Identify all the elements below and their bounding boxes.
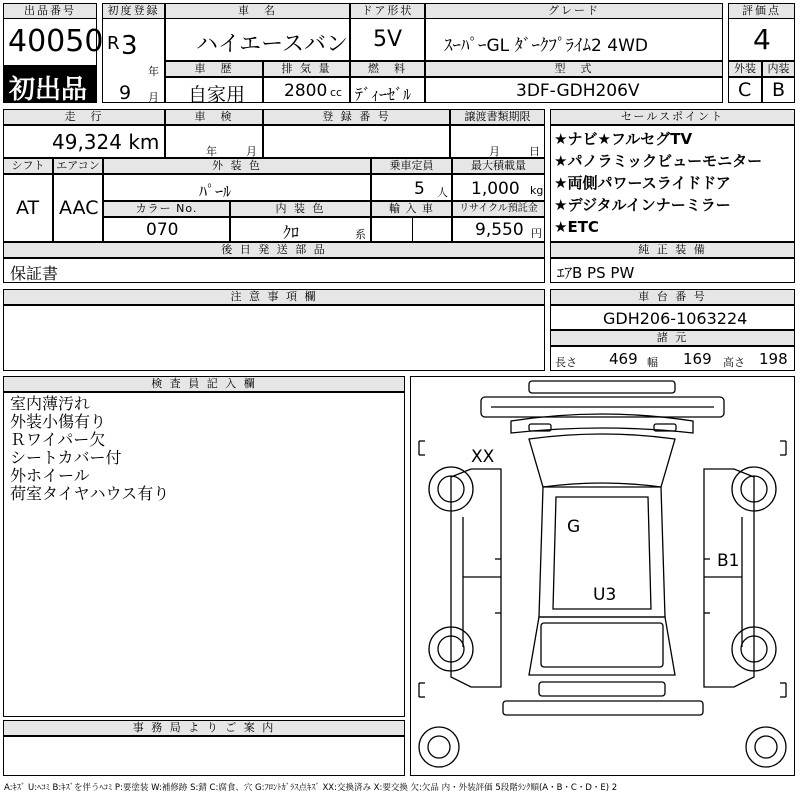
sales-point: ★デジタルインナーミラー [554, 196, 731, 214]
mileage-box [3, 125, 165, 158]
model-box [425, 77, 723, 103]
mileage-label: 走 行 [3, 109, 165, 125]
import-label: 輸 入 車 [371, 201, 452, 217]
car-outline-svg [411, 377, 794, 775]
history: 自家用 [188, 84, 246, 106]
displacement-label: 排 気 量 [263, 61, 350, 77]
recycle-fee: 9,550 [475, 220, 524, 240]
shift-label: シフト [3, 158, 53, 174]
color-number-box [103, 217, 230, 242]
max-load-label: 最大積載量 [452, 158, 545, 174]
dimensions-box [550, 346, 795, 371]
transfer-deadline-label: 譲渡書類期限 [450, 109, 545, 125]
model-code: 3DF-GDH206V [516, 81, 640, 101]
inspection-year-unit: 年 [206, 145, 217, 158]
lot-number-box [3, 18, 104, 66]
ac-box [53, 174, 103, 242]
office-box [3, 736, 405, 776]
inspector-note: 外装小傷有り [10, 412, 107, 431]
sales-point: ★ETC [554, 218, 599, 236]
sales-point: ★ナビ★フルセグTV [554, 130, 693, 148]
exterior-grade: C [738, 79, 752, 101]
inspector-note: シートカバー付 [10, 448, 122, 467]
registration-label: 初度登録 [102, 3, 165, 19]
first-listing-text: 初出品 [9, 75, 88, 105]
transfer-day-unit: 日 [529, 145, 540, 158]
car-name: ハイエースバン [196, 32, 349, 57]
sales-point: ★両側パワースライドドア [554, 174, 731, 192]
damage-mark-xx: XX [471, 447, 495, 467]
registration-number-label: 登 録 番 号 [263, 109, 450, 125]
equipment-label: 純 正 装 備 [550, 242, 795, 258]
fuel: ﾃﾞｨｰｾﾞﾙ [355, 85, 412, 104]
first-listing-badge [3, 66, 97, 103]
max-load-box [452, 174, 545, 201]
inspector-label: 検 査 員 記 入 欄 [3, 376, 405, 392]
exterior-label: 外装 [728, 61, 762, 77]
interior-color-box [230, 217, 371, 242]
ac: AAC [59, 197, 99, 219]
sales-points-box [550, 125, 795, 242]
mileage: 49,324 km [52, 130, 160, 154]
door-type: 5V [373, 27, 403, 52]
chassis-box [550, 305, 795, 330]
era: R [107, 33, 120, 54]
color-number-label: カラー No. [103, 201, 230, 217]
equipment-box [550, 258, 795, 283]
recycle-unit: 円 [531, 227, 542, 240]
displacement-unit: cc [330, 86, 343, 99]
dimensions-label: 諸 元 [550, 330, 795, 346]
grade: ｽｰﾊﾟｰGL ﾀﾞｰｸﾌﾟﾗｲﾑ2 4WD [444, 36, 648, 56]
car-name-box [165, 18, 350, 61]
damage-mark-g: G [567, 517, 581, 537]
import-divider [412, 218, 413, 241]
inspector-note: 外ホイール [10, 466, 90, 485]
office-label: 事 務 局 よ り ご 案 内 [3, 720, 405, 736]
height: 198 [759, 350, 788, 368]
inspector-note: 室内薄汚れ [10, 394, 91, 413]
score-label: 評価点 [728, 3, 795, 19]
interior-grade: B [772, 79, 786, 101]
lot-number: 40050 [8, 24, 104, 59]
registration-box [102, 18, 165, 103]
shift: AT [16, 197, 40, 219]
width: 169 [683, 350, 712, 368]
month-unit: 月 [148, 91, 159, 104]
chassis-number: GDH206-1063224 [603, 309, 748, 328]
interior-color-unit: 系 [355, 228, 366, 241]
exterior-color: ﾊﾟｰﾙ [199, 182, 232, 201]
displacement-box [263, 77, 350, 103]
max-load: 1,000 [471, 179, 520, 199]
exterior-grade-box [728, 77, 762, 103]
sales-point: ★パノラミックビューモニター [554, 152, 763, 170]
interior-label: 内装 [762, 61, 795, 77]
capacity-box [371, 174, 452, 201]
score: 4 [753, 23, 771, 56]
max-load-unit: kg [530, 184, 544, 197]
model-label: 型 式 [425, 61, 723, 77]
damage-mark-u3: U3 [593, 585, 617, 605]
exterior-color-box [103, 174, 371, 201]
capacity-unit: 人 [437, 186, 448, 199]
recycle-box [452, 217, 545, 242]
exterior-color-label: 外 装 色 [103, 158, 371, 174]
year-unit: 年 [148, 65, 159, 78]
damage-diagram [410, 376, 795, 776]
door-label: ドア形状 [350, 3, 425, 19]
fuel-label: 燃 料 [350, 61, 425, 77]
inspector-note: 荷室タイヤハウス有り [10, 484, 170, 503]
interior-color-label: 内 装 色 [230, 201, 371, 217]
later-parts-label: 後 日 発 送 部 品 [3, 242, 545, 258]
transfer-month-unit: 月 [489, 145, 500, 158]
inspector-box [3, 392, 405, 717]
damage-mark-b1: B1 [717, 551, 740, 571]
door-box [350, 18, 425, 61]
length: 469 [609, 350, 638, 368]
transfer-deadline-box [450, 125, 545, 158]
length-label: 長さ [555, 356, 577, 369]
reg-year: 3 [121, 31, 138, 61]
sales-points-label: セールスポイント [550, 109, 795, 125]
grade-label: グレード [425, 3, 723, 19]
shift-box [3, 174, 53, 242]
history-label: 車 歴 [165, 61, 263, 77]
chassis-label: 車 台 番 号 [550, 289, 795, 305]
reg-month: 9 [119, 82, 132, 104]
lot-number-label: 出品番号 [3, 3, 97, 19]
grade-box [425, 18, 723, 61]
width-label: 幅 [647, 356, 658, 369]
inspection-month-unit: 月 [246, 145, 257, 158]
equipment: ｴｱB PS PW [557, 264, 635, 282]
inspection-label: 車 検 [165, 109, 263, 125]
capacity-label: 乗車定員 [371, 158, 452, 174]
fuel-box [350, 77, 425, 103]
later-parts: 保証書 [10, 264, 59, 283]
legend: A:ｷｽﾞ U:ﾍｺﾐ B:ｷｽﾞを伴うﾍｺﾐ P:要塗装 W:補修跡 S:錆 C:腐食、穴 G:ﾌﾛﾝﾄｶﾞﾗｽ点ｷｽﾞ XX:交換済み X:要交換 欠:欠品 内・外装評価 5段階ﾗﾝｸ順(A・B・C・D・E) 2 [4, 783, 618, 793]
height-label: 高さ [723, 356, 745, 369]
notes-label: 注 意 事 項 欄 [3, 289, 545, 305]
inspection-box [165, 125, 263, 158]
import-box [371, 217, 452, 242]
capacity: 5 [414, 179, 425, 199]
displacement: 2800 [284, 81, 328, 101]
recycle-label: リサイクル預託金 [452, 201, 545, 217]
interior-grade-box [762, 77, 795, 103]
notes-box [3, 305, 545, 371]
color-number: 070 [146, 220, 179, 240]
interior-color: ｸﾛ [283, 223, 300, 242]
ac-label: エアコン [53, 158, 103, 174]
history-box [165, 77, 263, 106]
inspector-note: Ｒワイパー欠 [10, 430, 106, 449]
score-box [728, 18, 795, 61]
registration-number-box [263, 125, 450, 158]
car-name-label: 車 名 [165, 3, 350, 19]
later-parts-box [3, 258, 545, 283]
